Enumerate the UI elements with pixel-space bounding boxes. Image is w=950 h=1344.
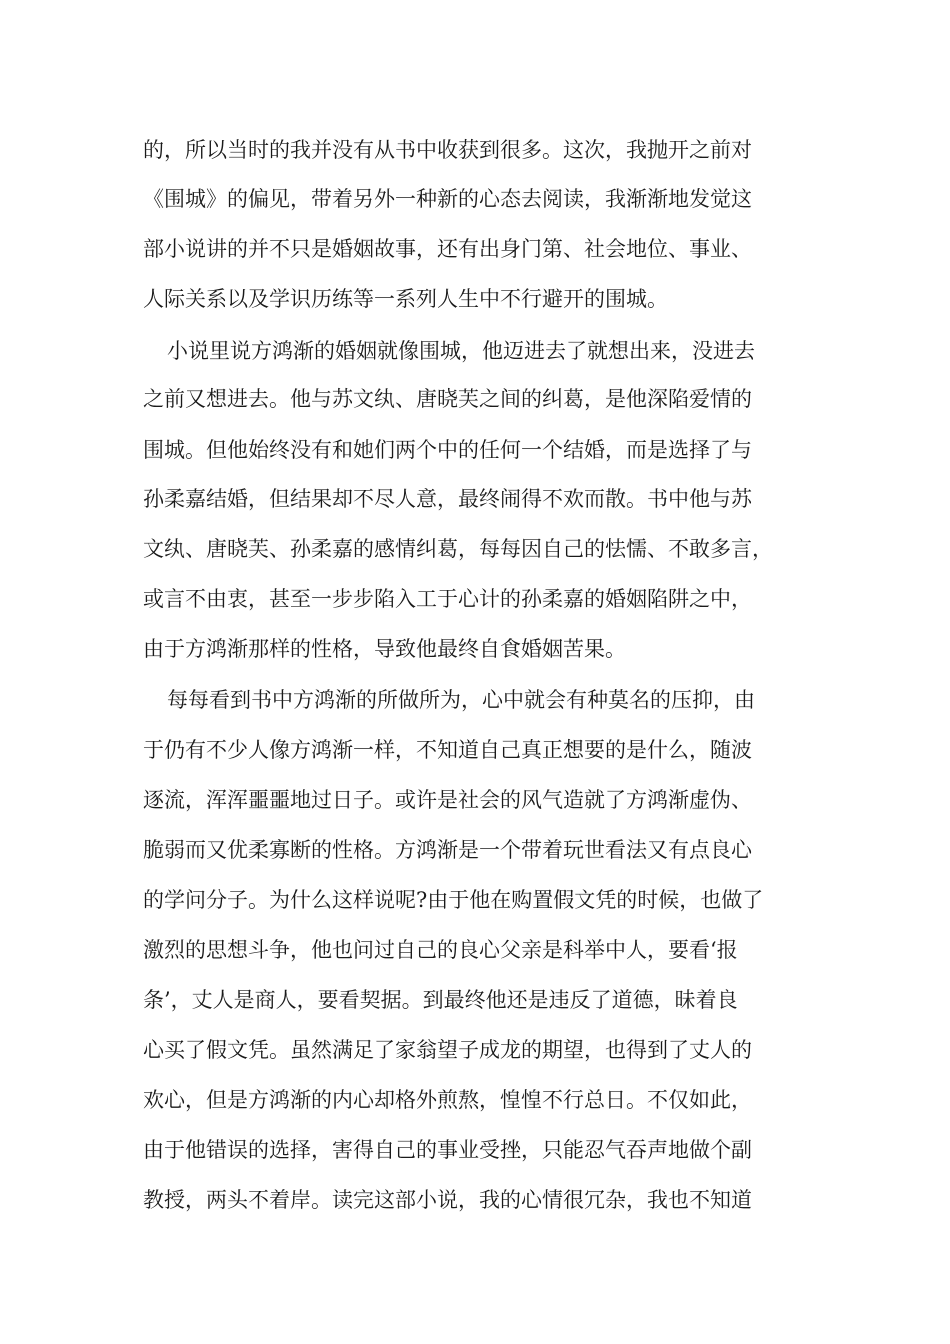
text-line: 部小说讲的并不只是婚姻故事，还有出身门第、社会地位、事业、 [143, 237, 752, 261]
text-line: 心买了假文凭。虽然满足了家翁望子成龙的期望，也得到了丈人的 [143, 1038, 752, 1062]
text-line: 或言不由衷，甚至一步步陷入工于心计的孙柔嘉的婚姻陷阱之中， [143, 587, 752, 611]
text-line: 逐流，浑浑噩噩地过日子。或许是社会的风气造就了方鸿渐虚伪、 [143, 788, 752, 812]
paragraph-first-line: 每每看到书中方鸿渐的所做所为，心中就会有种莫名的压抑，由 [167, 688, 755, 712]
text-line: 之前又想进去。他与苏文纨、唐晓芙之间的纠葛，是他深陷爱情的 [143, 387, 752, 411]
text-line: 教授，两头不着岸。读完这部小说，我的心情很冗杂，我也不知道 [143, 1188, 752, 1212]
text-line: 孙柔嘉结婚，但结果却不尽人意，最终闹得不欢而散。书中他与苏 [143, 487, 752, 511]
text-line: 《围城》的偏见，带着另外一种新的心态去阅读，我渐渐地发觉这 [143, 187, 752, 211]
text-line: 由于他错误的选择，害得自己的事业受挫，只能忍气吞声地做个副 [143, 1138, 752, 1162]
text-line: 欢心，但是方鸿渐的内心却格外煎熬，惶惶不行总日。不仅如此， [143, 1088, 752, 1112]
text-line: 于仍有不少人像方鸿渐一样，不知道自己真正想要的是什么，随波 [143, 738, 752, 762]
text-line: 人际关系以及学识历练等一系列人生中不行避开的围城。 [143, 287, 668, 311]
text-line: 的学问分子。为什么这样说呢?由于他在购置假文凭的时候，也做了 [143, 888, 764, 912]
text-line: 文纨、唐晓芙、孙柔嘉的感情纠葛，每每因自己的怯懦、不敢多言， [143, 537, 773, 561]
text-line: 脆弱而又优柔寡断的性格。方鸿渐是一个带着玩世看法又有点良心 [143, 838, 752, 862]
text-line: 围城。但他始终没有和她们两个中的任何一个结婚，而是选择了与 [143, 438, 752, 462]
text-line: 由于方鸿渐那样的性格，导致他最终自食婚姻苦果。 [143, 637, 626, 661]
paragraph-first-line: 小说里说方鸿渐的婚姻就像围城，他迈进去了就想出来，没进去 [167, 339, 755, 363]
text-line: 激烈的思想斗争，他也问过自己的良心父亲是科举中人，要看‘报 [143, 938, 738, 962]
text-line: 的，所以当时的我并没有从书中收获到很多。这次，我抛开之前对 [143, 138, 752, 162]
text-line: 条’，丈人是商人，要看契据。到最终他还是违反了道德，昧着良 [143, 988, 738, 1012]
